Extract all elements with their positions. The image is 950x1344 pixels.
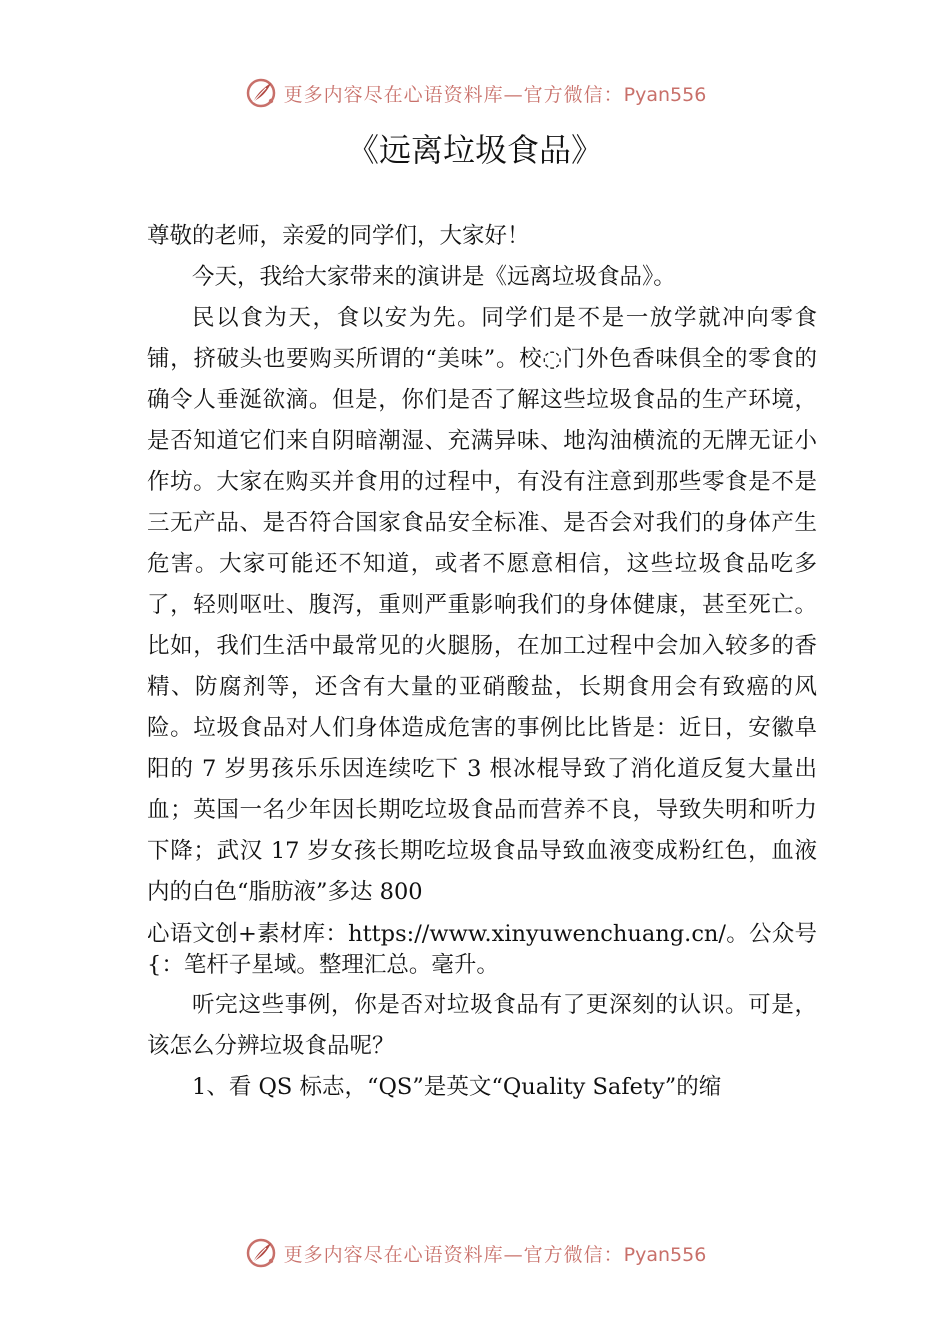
header-wechat-id: Pyan556 [623,83,707,106]
feather-circle-logo-icon [244,1236,278,1270]
header-banner [0,73,950,113]
footer-banner [0,1233,950,1273]
greeting: 尊敬的老师，亲爱的同学们，大家好！ [147,223,530,249]
paragraph-4: 1、看 QS 标志，“QS”是英文“Quality Safety”的缩 [192,1074,722,1100]
source-watermark-text: 心语文创+素材库：https://www.xinyuwenchuang.cn/。公众号{：笔杆子星域。整理汇总。毫升。 [147,921,817,978]
feather-circle-logo-icon [244,76,278,110]
paragraph-3: 听完这些事例，你是否对垃圾食品有了更深刻的认识。可是，该怎么分辨垃圾食品呢？ [147,992,817,1059]
footer-wechat-id: Pyan556 [623,1243,707,1266]
document-title: 《远离垃圾食品》 [346,131,603,169]
paragraph-2: 民以食为天，食以安为先。同学们是不是一放学就冲向零食铺，挤破头也要购买所谓的“美味”。校◌门外色香味俱全的零食的确令人垂涎欲滴。但是，你们是否了解这些垃圾食品的生产环境，是否知道它们来自阴暗潮湿、充满异味、地沟油横流的无牌无证小作坊。大家在购买并食用的过程中，有没有注意到那些零食是不是三无产品、是否符合国家食品安全标准、是否会对我们的身体产生危害。大家可能还不知道，或者不愿意相信，这些垃圾食品吃多了，轻则呕吐、腹泻，重则严重影响我们的身体健康，甚至死亡。比如，我们生活中最常见的火腿肠，在加工过程中会加入较多的香精、防腐剂等，还含有大量的亚硝酸盐，长期食用会有致癌的风险。垃圾食品对人们身体造成危害的事例比比皆是：近日，安徽阜阳的 7 岁男孩乐乐因连续吃下 3 根冰棍导致了消化道反复大量出血；英国一名少年因长期吃垃圾食品而营养不良，导致失明和听力下降；武汉 17 岁女孩长期吃垃圾食品导致血液变成粉红色，血液内的白色“脂肪液”多达 800 [147,305,817,905]
footer-banner-text: 更多内容尽在心语资料库—官方微信：Pyan556 [283,1243,707,1266]
header-banner-text: 更多内容尽在心语资料库—官方微信：Pyan556 [283,83,707,106]
paragraph-1: 今天，我给大家带来的演讲是《远离垃圾食品》。 [192,264,676,290]
document-body [147,216,817,1108]
